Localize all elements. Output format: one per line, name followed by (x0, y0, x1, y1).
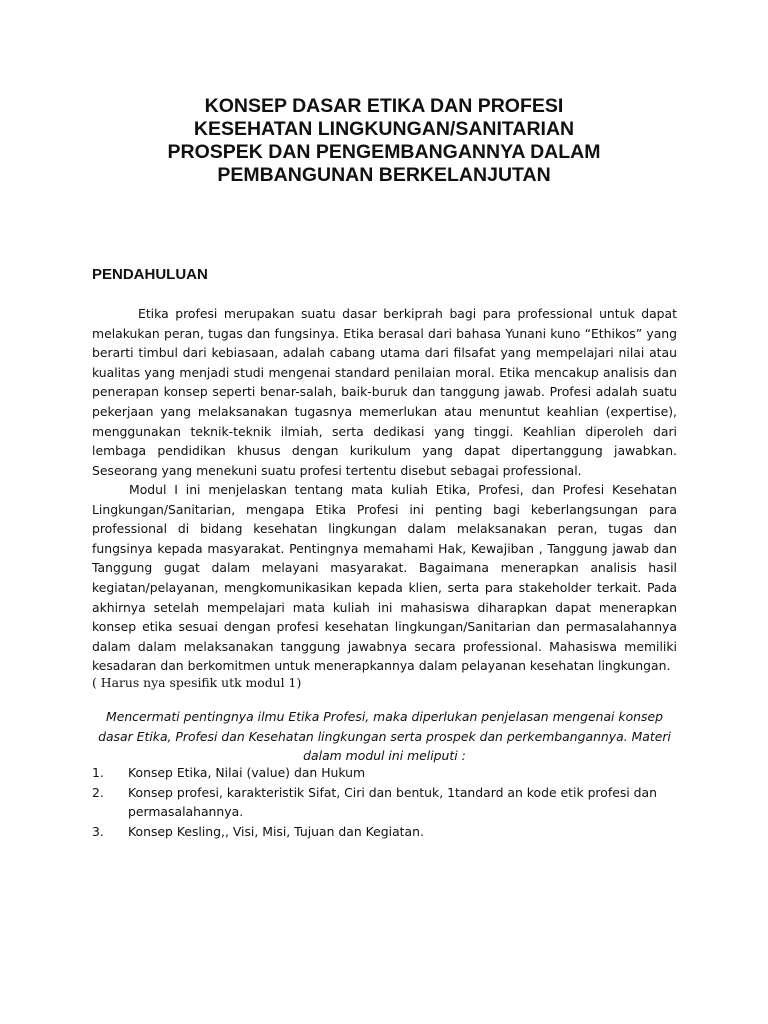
title-line: KONSEP DASAR ETIKA DAN PROFESI (204, 95, 564, 117)
list-number: 1. (92, 765, 104, 780)
list-number: 2. (92, 784, 104, 800)
list-text: Konsep profesi, karakteristik Sifat, Ciri dan bentuk, 1tandard an kode etik profesi dan permasalahannya. (128, 784, 657, 820)
intro-italic-paragraph: Mencermati pentingnya ilmu Etika Profesi, maka diperlukan penjelasan mengenai konsep dasar Etika, Profesi dan Kesehatan lingkungan serta prospek dan perkembangannya. Materi dalam modul ini meliputi : (98, 709, 671, 763)
list-item (92, 783, 677, 822)
title-line: PROSPEK DAN PENGEMBANGANNYA DALAM (167, 141, 601, 163)
topic-list (92, 763, 677, 841)
body-paragraph: Etika profesi merupakan suatu dasar berkiprah bagi para professional untuk dapat melakukan peran, tugas dan fungsinya. Etika berasal dari bahasa Yunani kuno “Ethikos” yang berarti timbul dari kebiasaan, adalah cabang utama dari filsafat yang mempelajari nilai atau kualitas yang menjadi studi mengenai standard penilaian moral. Etika mencakup analisis dan penerapan konsep seperti benar-salah, baik-buruk dan tanggung jawab. Profesi adalah suatu pekerjaan yang melaksanakan tugasnya memerlukan atau menuntut keahlian (expertise), menggunakan teknik-teknik ilmiah, serta dedikasi yang tinggi. Keahlian diperoleh dari lembaga pendidikan khusus dengan kurikulum yang dapat dipertanggung jawabkan. Seseorang yang menekuni suatu profesi tertentu disebut sebagai professional. (92, 306, 677, 478)
list-item (92, 763, 677, 783)
title-line: PEMBANGUNAN BERKELANJUTAN (217, 164, 551, 186)
list-text: Konsep Kesling,, Visi, Misi, Tujuan dan Kegiatan. (128, 823, 424, 839)
body-paragraph: Modul I ini menjelaskan tentang mata kuliah Etika, Profesi, dan Profesi Kesehatan Lingkungan/Sanitarian, mengapa Etika Profesi ini penting bagi keberlangsungan para professional di bidang kesehatan lingkungan dalam melaksanakan peran, tugas dan fungsinya kepada masyarakat. Pentingnya memahami Hak, Kewajiban , Tanggung jawab dan Tanggung gugat dalam melayani masyarakat. Bagaimana menerapkan analisis hasil kegiatan/pelayanan, mengkomunikasikan kepada klien, serta para stakeholder terkait. Pada akhirnya setelah mempelajari mata kuliah ini mahasiswa diharapkan dapat menerapkan konsep etika sesuai dengan profesi kesehatan lingkungan/Sanitarian dan permasalahannya dalam dalam melaksanakan tanggung jawabnya secara professional. Mahasiswa memiliki kesadaran dan berkomitmen untuk menerapkannya dalam pelayanan kesehatan lingkungan. (92, 482, 677, 674)
section-heading: PENDAHULUAN (92, 266, 208, 283)
document-title (92, 95, 676, 187)
list-item (92, 822, 677, 842)
margin-note: ( Harus nya spesifik utk modul 1) (92, 675, 302, 690)
list-number: 3. (92, 823, 104, 839)
list-text: Konsep Etika, Nilai (value) dan Hukum (128, 765, 366, 780)
title-line: KESEHATAN LINGKUNGAN/SANITARIAN (193, 118, 575, 140)
